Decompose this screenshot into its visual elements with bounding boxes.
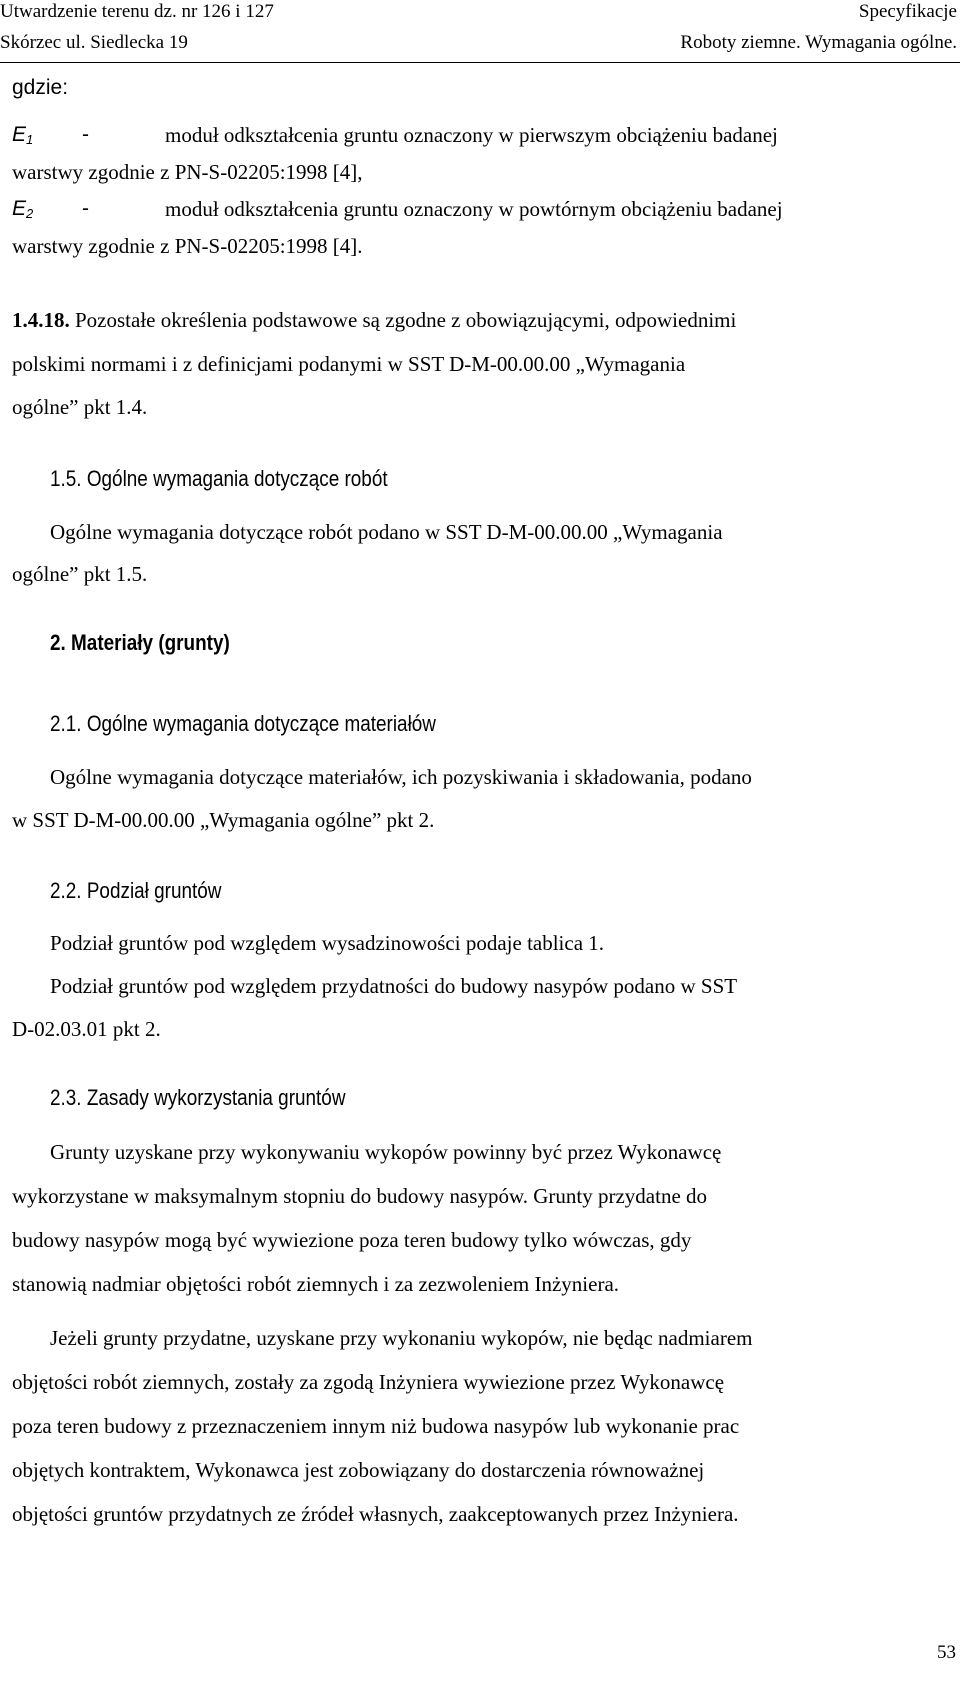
e2-symbol: $E_2$ (12, 197, 34, 221)
section-1-5-heading: 1.5. Ogólne wymagania dotyczące robót (50, 466, 388, 491)
page-header (0, 0, 960, 63)
section-2-3-p2-line1: Jeżeli grunty przydatne, uzyskane przy wykonaniu wykopów, nie będąc nadmiarem (50, 1326, 753, 1350)
section-2-3-p1-line3: budowy nasypów mogą być wywiezione poza teren budowy tylko wówczas, gdy (12, 1228, 692, 1252)
section-2-3-p2-line3: poza teren budowy z przeznaczeniem innym niż budowa nasypów lub wykonanie prac (12, 1414, 740, 1438)
section-2-3-heading: 2.3. Zasady wykorzystania gruntów (50, 1085, 346, 1110)
section-1-4-18-line1: 1.4.18. Pozostałe określenia podstawowe są zgodne z obowiązującymi, odpowiednimi (12, 308, 737, 332)
section-2-3-p2-line5: objętości gruntów przydatnych ze źródeł własnych, zaakceptowanych przez Inżyniera. (12, 1502, 739, 1526)
section-2-2-heading: 2.2. Podział gruntów (50, 878, 222, 903)
section-2-2-line2: Podział gruntów pod względem przydatności do budowy nasypów podano w SST (50, 974, 738, 998)
section-1-5-line2: ogólne” pkt 1.5. (12, 562, 148, 586)
e1-definition-line1: moduł odkształcenia gruntu oznaczony w pierwszym obciążeniu badanej (165, 123, 778, 147)
header-project-title: Utwardzenie terenu dz. nr 126 i 127 (0, 1, 274, 22)
section-1-4-18-line3: ogólne” pkt 1.4. (12, 395, 148, 419)
section-1-5-line1: Ogólne wymagania dotyczące robót podano w SST D-M-00.00.00 „Wymagania (50, 520, 723, 544)
e2-definition-line2: warstwy zgodnie z PN-S-02205:1998 [4]. (12, 234, 363, 258)
section-2-3-p2-line4: objętych kontraktem, Wykonawca jest zobowiązany do dostarczenia równoważnej (12, 1458, 705, 1482)
chapter-2-heading: 2. Materiały (grunty) (50, 630, 230, 655)
section-2-3-p1-line1: Grunty uzyskane przy wykonywaniu wykopów powinny być przez Wykonawcę (50, 1140, 722, 1164)
e2-definition-line1: moduł odkształcenia gruntu oznaczony w powtórnym obciążeniu badanej (165, 197, 783, 221)
section-2-2-line1: Podział gruntów pod względem wysadzinowości podaje tablica 1. (50, 931, 605, 955)
section-2-1-heading: 2.1. Ogólne wymagania dotyczące materiałów (50, 711, 436, 736)
e1-definition-line2: warstwy zgodnie z PN-S-02205:1998 [4], (12, 160, 363, 184)
section-2-1-line1: Ogólne wymagania dotyczące materiałów, ich pozyskiwania i składowania, podano (50, 765, 752, 789)
section-2-3-p2-line2: objętości robót ziemnych, zostały za zgodą Inżyniera wywiezione przez Wykonawcę (12, 1370, 725, 1394)
header-address: Skórzec ul. Siedlecka 19 (0, 32, 188, 53)
e2-dash: - (82, 197, 89, 220)
where-label: gdzie: (12, 76, 69, 99)
section-2-3-p1-line2: wykorzystane w maksymalnym stopniu do budowy nasypów. Grunty przydatne do (12, 1184, 708, 1208)
section-2-1-line2: w SST D-M-00.00.00 „Wymagania ogólne” pkt 2. (12, 808, 435, 832)
section-1-4-18-line2: polskimi normami i z definicjami podanymi w SST D-M-00.00.00 „Wymagania (12, 352, 686, 376)
header-section-title: Roboty ziemne. Wymagania ogólne. (680, 32, 957, 53)
section-1-4-18-number: 1.4.18. (12, 308, 70, 332)
section-2-2-line3: D-02.03.01 pkt 2. (12, 1017, 161, 1041)
e1-dash: - (82, 123, 89, 146)
section-2-3-p1-line4: stanowią nadmiar objętości robót ziemnych i za zezwoleniem Inżyniera. (12, 1272, 620, 1296)
e1-symbol: $E_1$ (12, 123, 34, 147)
page-number: 53 (937, 1642, 956, 1663)
header-doc-type: Specyfikacje (858, 1, 957, 22)
